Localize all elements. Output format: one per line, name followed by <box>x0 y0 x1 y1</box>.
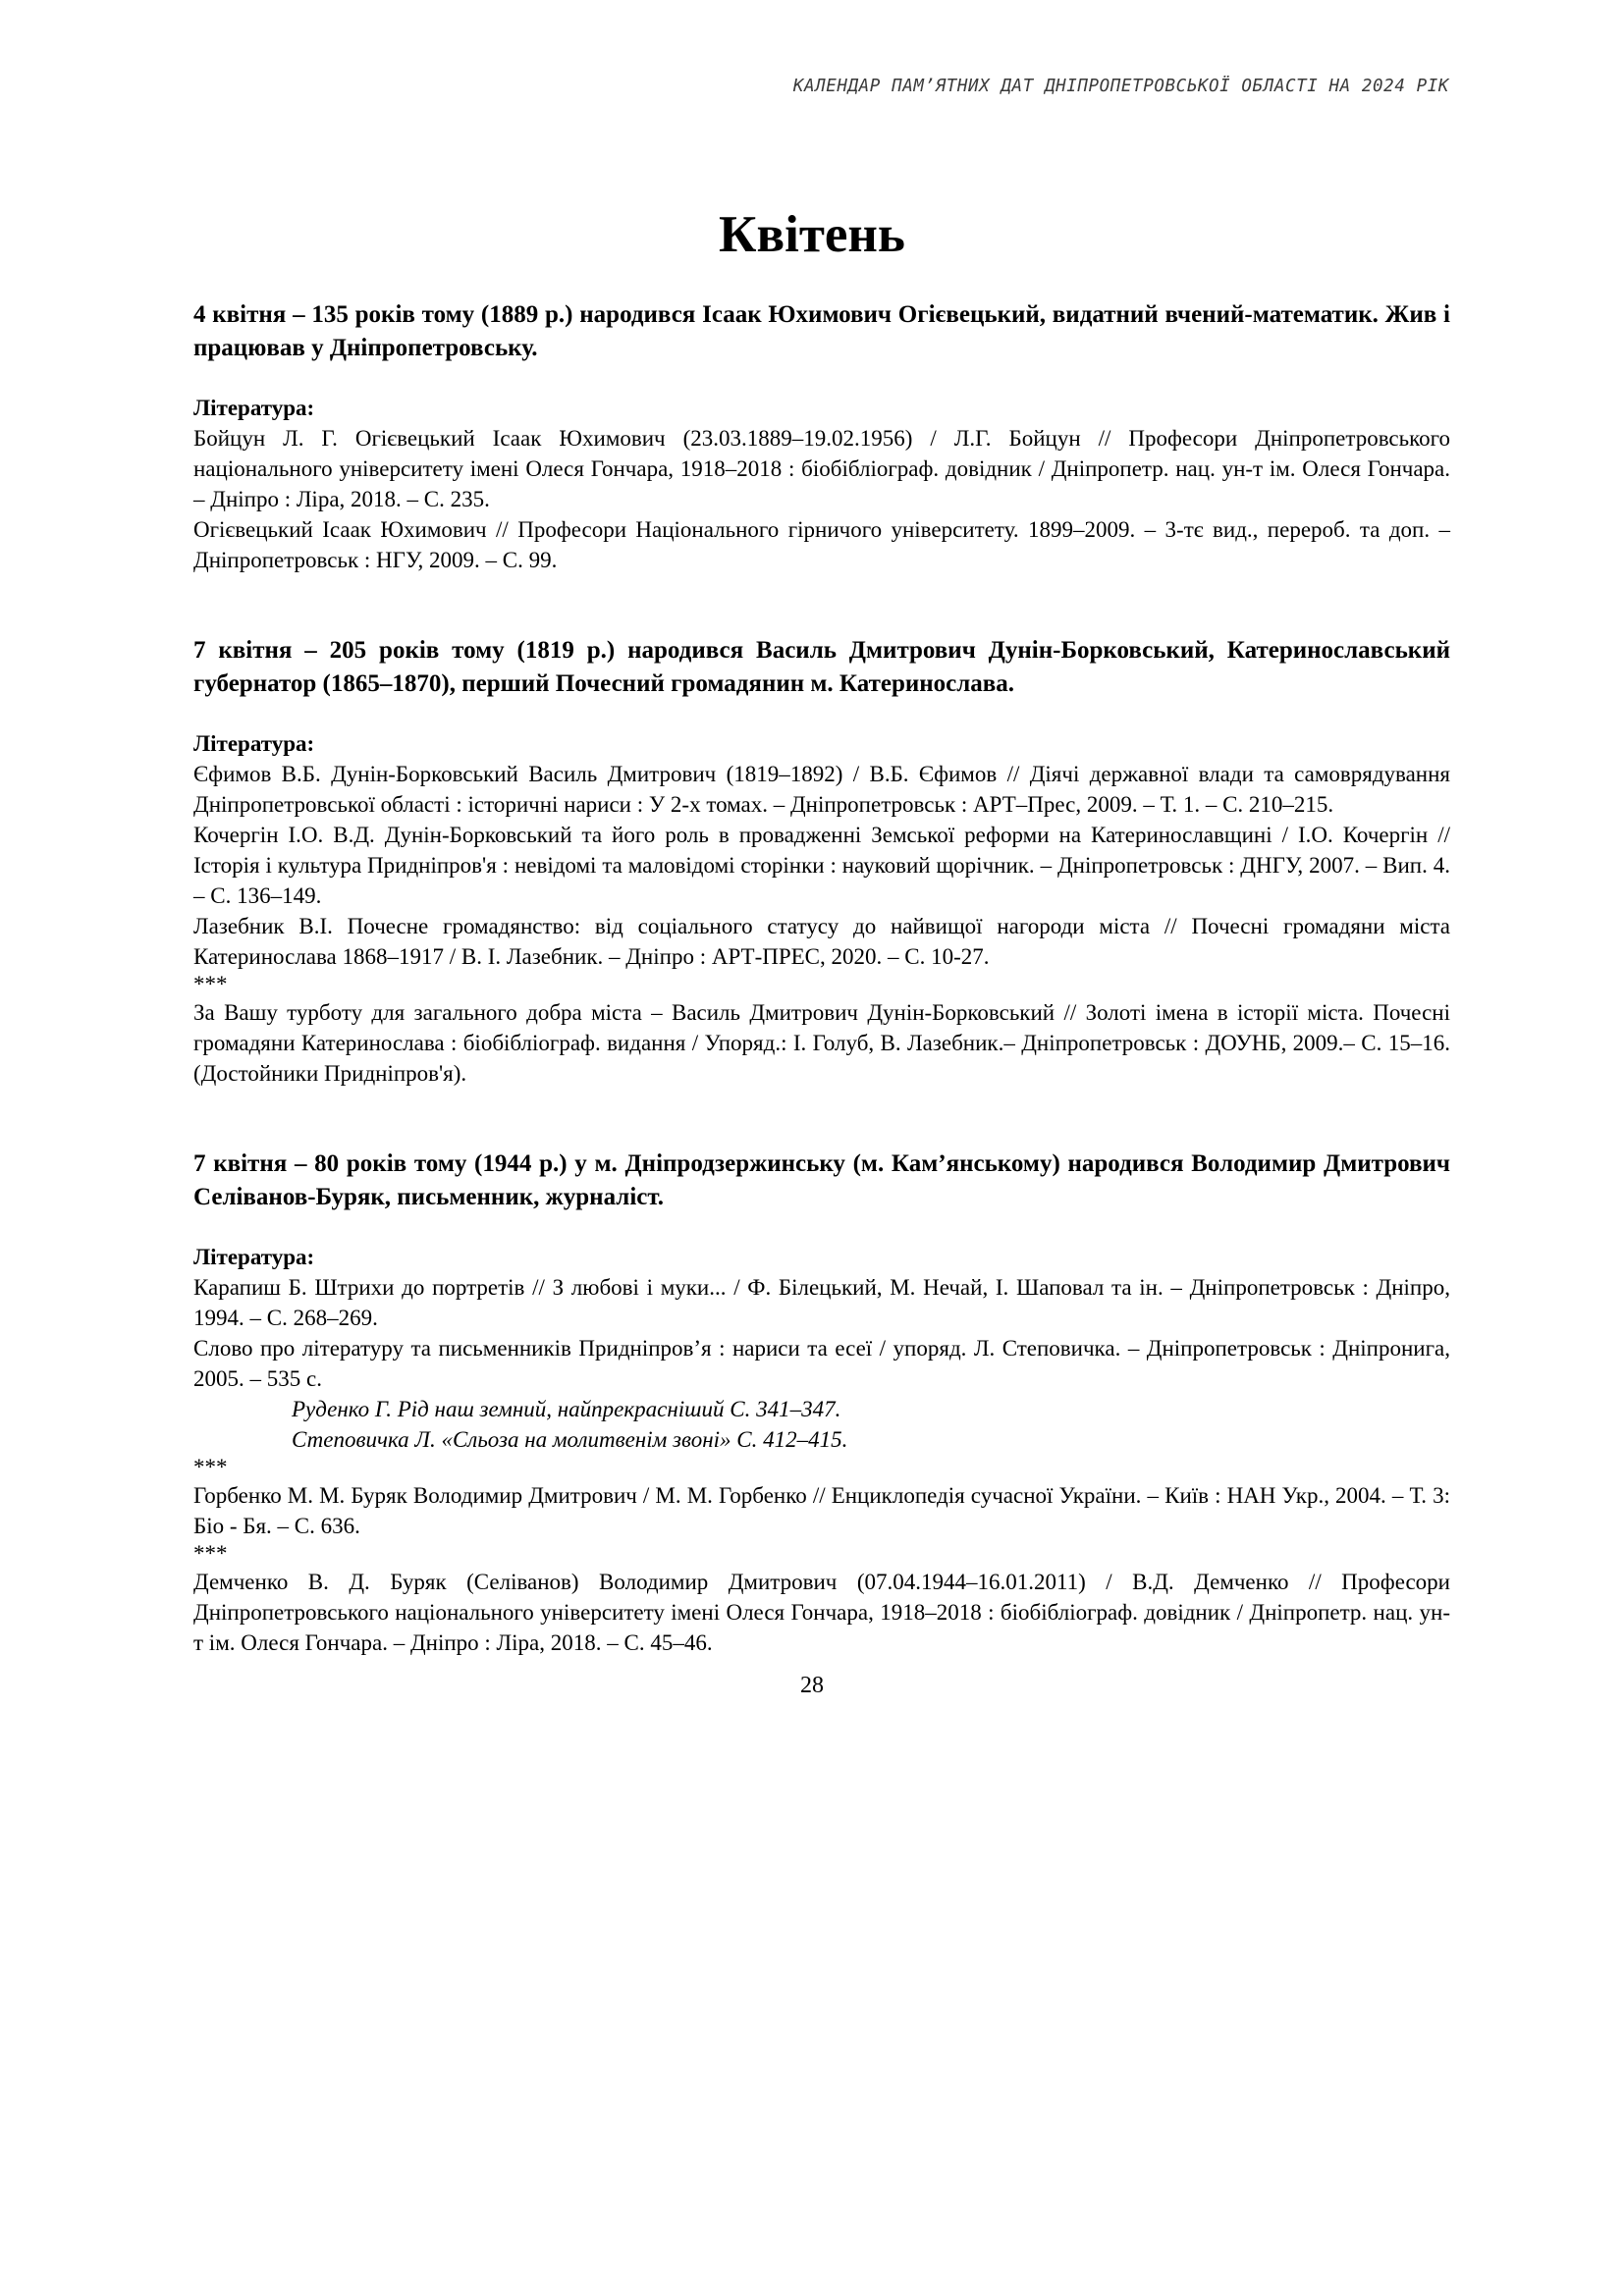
bibliography-item: Карапиш Б. Штрихи до портретів // З любові і муки... / Ф. Білецький, М. Нечай, І. Шаповал та ін. – Дніпропетровськ : Дніпро, 1994. – С. 268–269. <box>193 1275 1450 1330</box>
literature-label: Література: <box>193 396 315 420</box>
page-content <box>193 298 1450 1717</box>
bibliography-item: Кочергін І.О. В.Д. Дунін-Борковський та його роль в провадженні Земської реформи на Катеринославщині / І.О. Кочергін // Історія і культура Придніпров'я : невідомі та маловідомі сторінки : науковий щорічник. – Дніпропетровськ : ДНГУ, 2007. – Вип. 4. – С. 136–149. <box>193 823 1450 908</box>
calendar-entry <box>193 298 1450 575</box>
separator-stars: *** <box>193 1541 228 1566</box>
running-header: КАЛЕНДАР ПАМ’ЯТНИХ ДАТ ДНІПРОПЕТРОВСЬКОЇ ОБЛАСТІ НА 2024 РІК <box>792 77 1449 96</box>
bibliography-item: Єфимов В.Б. Дунін-Борковський Василь Дмитрович (1819–1892) / В.Б. Єфимов // Діячі державної влади та самоврядування Дніпропетровської області : історичні нариси : У 2-х томах. – Дніпропетровськ : АРТ–Прес, 2009. – Т. 1. – С. 210–215. <box>193 762 1450 817</box>
bibliography-item: За Вашу турботу для загального добра міста – Василь Дмитрович Дунін-Борковський // Золоті імена в історії міста. Почесні громадяни Катеринослава : біобібліограф. видання / Упоряд.: І. Голуб, В. Лазебник.– Дніпропетровськ : ДОУНБ, 2009.– С. 15–16. (Достойники Придніпров'я). <box>193 1000 1450 1086</box>
bibliography-item: Огієвецький Ісаак Юхимович // Професори Національного гірничого університету. 1899–2009. – 3-тє вид., перероб. та доп. – Дніпропетровськ : НГУ, 2009. – С. 99. <box>193 517 1450 572</box>
bibliography-item: Бойцун Л. Г. Огієвецький Ісаак Юхимович (23.03.1889–19.02.1956) / Л.Г. Бойцун // Професори Дніпропетровського національного університету імені Олеся Гончара, 1918–2018 : біобібліограф. довідник / Дніпропетр. нац. ун-т ім. Олеся Гончара. – Дніпро : Ліра, 2018. – С. 235. <box>193 426 1450 511</box>
bibliography-item: Демченко В. Д. Буряк (Селіванов) Володимир Дмитрович (07.04.1944–16.01.2011) / В.Д. Демченко // Професори Дніпропетровського національного університету імені Олеся Гончара, 1918–2018 : біобібліограф. довідник / Дніпропетр. нац. ун-т ім. Олеся Гончара. – Дніпро : Ліра, 2018. – С. 45–46. <box>193 1570 1450 1655</box>
entry-heading: 7 квітня – 205 років тому (1819 р.) народився Василь Дмитрович Дунін-Борковський, Катеринославський губернатор (1865–1870), перший Почесний громадянин м. Катеринослава. <box>193 637 1450 697</box>
bibliography-subitem: Степовичка Л. «Сльоза на молитвенім звоні» С. 412–415. <box>292 1427 848 1452</box>
page-title: Квітень <box>719 206 905 263</box>
entry-heading: 7 квітня – 80 років тому (1944 р.) у м. Дніпродзержинську (м. Кам’янському) народився Володимир Дмитрович Селіванов-Буряк, письменник, журналіст. <box>193 1150 1450 1210</box>
separator-stars: *** <box>193 972 228 996</box>
literature-label: Література: <box>193 1245 315 1269</box>
bibliography-item: Лазебник В.І. Почесне громадянство: від соціального статусу до найвищої нагороди міста // Почесні громадяни міста Катеринослава 1868–1917 / В. І. Лазебник. – Дніпро : АРТ-ПРЕС, 2020. – С. 10-27. <box>193 914 1450 969</box>
bibliography-item: Горбенко М. М. Буряк Володимир Дмитрович / М. М. Горбенко // Енциклопедія сучасної України. – Київ : НАН Укр., 2004. – Т. 3: Біо - Бя. – С. 636. <box>193 1483 1450 1538</box>
page-number: 28 <box>800 1673 824 1698</box>
literature-label: Література: <box>193 731 315 756</box>
bibliography-item: Слово про літературу та письменників Придніпров’я : нариси та есеї / упоряд. Л. Степовичка. – Дніпропетровськ : Дніпронига, 2005. – 535 с. <box>193 1336 1450 1391</box>
calendar-entry <box>193 634 1450 1089</box>
bibliography-subitem: Руденко Г. Рід наш земний, найпрекрасніший С. 341–347. <box>292 1397 841 1421</box>
calendar-entry <box>193 1148 1450 1658</box>
separator-stars: *** <box>193 1455 228 1479</box>
entry-heading: 4 квітня – 135 років тому (1889 р.) народився Ісаак Юхимович Огієвецький, видатний вчений-математик. Жив і працював у Дніпропетровську. <box>193 301 1450 361</box>
